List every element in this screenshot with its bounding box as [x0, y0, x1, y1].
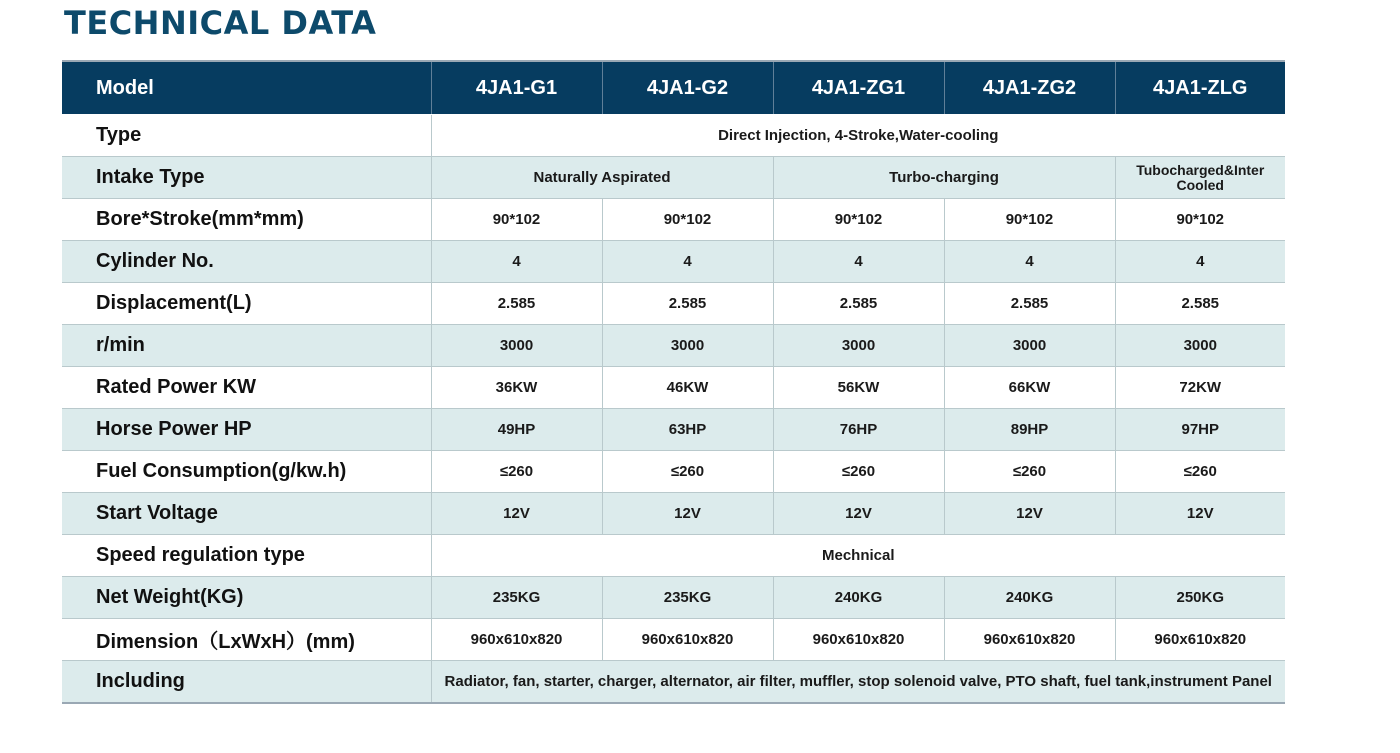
table-row-cylinder — [62, 241, 1285, 283]
table-cell: 66KW — [944, 367, 1115, 409]
row-label: Horse Power HP — [62, 409, 431, 451]
table-cell: 4 — [944, 241, 1115, 283]
table-cell: ≤260 — [602, 451, 773, 493]
table-row-fuel — [62, 451, 1285, 493]
row-label: r/min — [62, 325, 431, 367]
table-cell: 49HP — [431, 409, 602, 451]
intake-value-3: Tubocharged&Inter Cooled — [1115, 157, 1285, 199]
table-cell: 3000 — [602, 325, 773, 367]
table-cell: 960x610x820 — [431, 619, 602, 661]
row-label: Speed regulation type — [62, 535, 431, 577]
table-cell: 89HP — [944, 409, 1115, 451]
table-cell: 4 — [602, 241, 773, 283]
table-cell: 235KG — [431, 577, 602, 619]
table-row-net-weight — [62, 577, 1285, 619]
header-model-1: 4JA1-G1 — [431, 61, 602, 115]
row-label: Including — [62, 661, 431, 704]
row-label: Fuel Consumption(g/kw.h) — [62, 451, 431, 493]
table-row-type — [62, 115, 1285, 157]
table-cell: 12V — [431, 493, 602, 535]
row-label: Net Weight(KG) — [62, 577, 431, 619]
table-row-rpm — [62, 325, 1285, 367]
table-cell: 90*102 — [602, 199, 773, 241]
table-row-intake — [62, 157, 1285, 199]
table-cell: ≤260 — [773, 451, 944, 493]
table-cell: 235KG — [602, 577, 773, 619]
table-cell: 76HP — [773, 409, 944, 451]
table-cell: 2.585 — [1115, 283, 1285, 325]
table-cell: 36KW — [431, 367, 602, 409]
table-row-voltage — [62, 493, 1285, 535]
table-row-speed-regulation — [62, 535, 1285, 577]
row-label: Dimension（LxWxH）(mm) — [62, 619, 431, 661]
table-cell: 90*102 — [1115, 199, 1285, 241]
table-row-horse-power — [62, 409, 1285, 451]
table-cell: 4 — [1115, 241, 1285, 283]
speed-regulation-value: Mechnical — [431, 535, 1285, 577]
header-model-5: 4JA1-ZLG — [1115, 61, 1285, 115]
row-label: Bore*Stroke(mm*mm) — [62, 199, 431, 241]
table-row-rated-power — [62, 367, 1285, 409]
table-row-including — [62, 661, 1285, 704]
table-cell: 63HP — [602, 409, 773, 451]
table-cell: 90*102 — [944, 199, 1115, 241]
technical-data-table — [62, 60, 1285, 704]
table-cell: ≤260 — [431, 451, 602, 493]
table-row-bore — [62, 199, 1285, 241]
table-cell: 960x610x820 — [944, 619, 1115, 661]
table-cell: 2.585 — [773, 283, 944, 325]
type-value: Direct Injection, 4-Stroke,Water-cooling — [431, 115, 1285, 157]
page-title: TECHNICAL DATA — [64, 4, 377, 42]
table-cell: 240KG — [944, 577, 1115, 619]
table-cell: 90*102 — [431, 199, 602, 241]
table-cell: 72KW — [1115, 367, 1285, 409]
table-cell: 2.585 — [944, 283, 1115, 325]
table-cell: 56KW — [773, 367, 944, 409]
row-label: Start Voltage — [62, 493, 431, 535]
table-cell: 960x610x820 — [1115, 619, 1285, 661]
table-cell: 46KW — [602, 367, 773, 409]
table-row-dimension — [62, 619, 1285, 661]
header-model-4: 4JA1-ZG2 — [944, 61, 1115, 115]
table-cell: 960x610x820 — [602, 619, 773, 661]
header-model-2: 4JA1-G2 — [602, 61, 773, 115]
table-cell: ≤260 — [1115, 451, 1285, 493]
table-header-row — [62, 61, 1285, 115]
table-cell: 3000 — [773, 325, 944, 367]
table-cell: 960x610x820 — [773, 619, 944, 661]
table-cell: ≤260 — [944, 451, 1115, 493]
table-cell: 4 — [431, 241, 602, 283]
table-cell: 2.585 — [431, 283, 602, 325]
row-label: Rated Power KW — [62, 367, 431, 409]
table-cell: 12V — [1115, 493, 1285, 535]
table-cell: 12V — [602, 493, 773, 535]
table-cell: 97HP — [1115, 409, 1285, 451]
header-model-3: 4JA1-ZG1 — [773, 61, 944, 115]
table-cell: 3000 — [1115, 325, 1285, 367]
table-cell: 4 — [773, 241, 944, 283]
table-cell: 3000 — [944, 325, 1115, 367]
table-cell: 250KG — [1115, 577, 1285, 619]
table-row-displacement — [62, 283, 1285, 325]
table-cell: 12V — [773, 493, 944, 535]
intake-value-1: Naturally Aspirated — [431, 157, 773, 199]
table-cell: 90*102 — [773, 199, 944, 241]
row-label: Intake Type — [62, 157, 431, 199]
row-label: Type — [62, 115, 431, 157]
intake-value-2: Turbo-charging — [773, 157, 1115, 199]
table-cell: 12V — [944, 493, 1115, 535]
row-label: Cylinder No. — [62, 241, 431, 283]
table-cell: 240KG — [773, 577, 944, 619]
row-label: Displacement(L) — [62, 283, 431, 325]
header-model-label: Model — [62, 61, 431, 115]
including-value: Radiator, fan, starter, charger, alternator, air filter, muffler, stop solenoid valve, PTO shaft, fuel tank,instrument Panel — [431, 661, 1285, 704]
table-cell: 2.585 — [602, 283, 773, 325]
table-cell: 3000 — [431, 325, 602, 367]
